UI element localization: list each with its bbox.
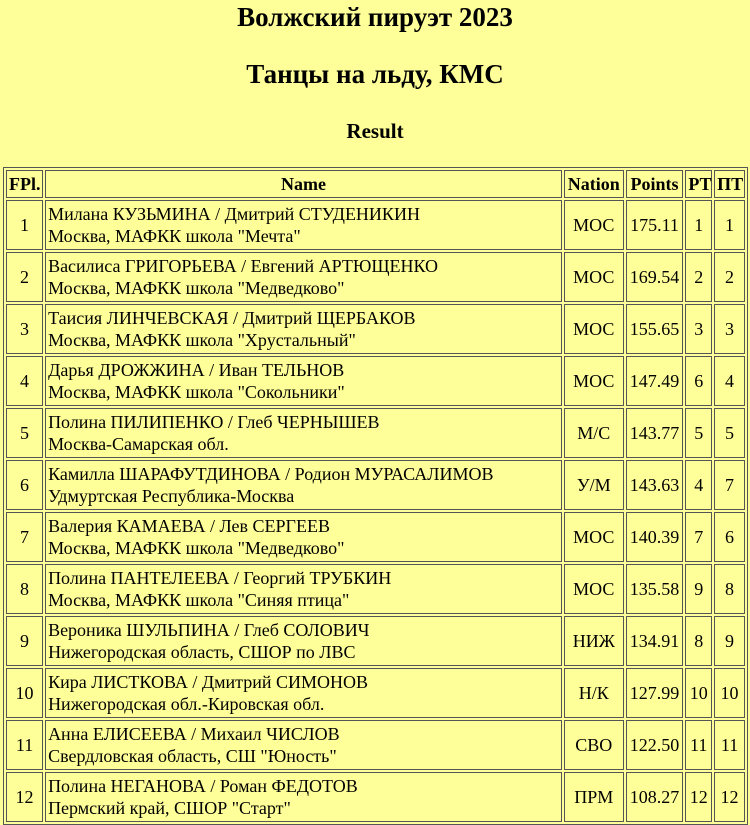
table-row xyxy=(6,200,745,250)
rt-cell: 5 xyxy=(685,408,712,458)
column-header-pt: ПТ xyxy=(714,170,745,198)
rt-cell: 11 xyxy=(685,720,712,770)
table-row xyxy=(6,564,745,614)
name-cell xyxy=(45,668,562,718)
nation-cell: У/М xyxy=(564,460,624,510)
event-title: Волжский пируэт 2023 xyxy=(237,2,513,32)
skaters-name: Полина НЕГАНОВА / Роман ФЕДОТОВ xyxy=(48,776,358,796)
results-table xyxy=(3,167,748,825)
points-cell: 108.27 xyxy=(626,772,684,822)
pt-cell: 3 xyxy=(714,304,745,354)
place-cell: 6 xyxy=(6,460,43,510)
club-name: Свердловская область, СШ "Юность" xyxy=(48,746,337,766)
club-name: Пермский край, СШОР "Старт" xyxy=(48,798,291,818)
table-row xyxy=(6,252,745,302)
points-cell: 143.77 xyxy=(626,408,684,458)
rt-cell: 9 xyxy=(685,564,712,614)
nation-cell: СВО xyxy=(564,720,624,770)
nation-cell: Н/К xyxy=(564,668,624,718)
category-title: Танцы на льду, КМС xyxy=(246,59,504,89)
skaters-name: Дарья ДРОЖЖИНА / Иван ТЕЛЬНОВ xyxy=(48,360,345,380)
nation-cell: МОС xyxy=(564,564,624,614)
name-cell xyxy=(45,200,562,250)
column-header-name: Name xyxy=(45,170,562,198)
table-row xyxy=(6,408,745,458)
place-cell: 1 xyxy=(6,200,43,250)
nation-cell: МОС xyxy=(564,200,624,250)
nation-cell: МОС xyxy=(564,356,624,406)
club-name: Москва, МАФКК школа "Синяя птица" xyxy=(48,590,350,610)
skaters-name: Василиса ГРИГОРЬЕВА / Евгений АРТЮЩЕНКО xyxy=(48,256,439,276)
pt-cell: 12 xyxy=(714,772,745,822)
table-row xyxy=(6,460,745,510)
club-name: Москва, МАФКК школа "Медведково" xyxy=(48,538,345,558)
points-cell: 155.65 xyxy=(626,304,684,354)
place-cell: 7 xyxy=(6,512,43,562)
table-row xyxy=(6,720,745,770)
club-name: Москва, МАФКК школа "Мечта" xyxy=(48,226,301,246)
points-cell: 175.11 xyxy=(626,200,684,250)
skaters-name: Вероника ШУЛЬПИНА / Глеб СОЛОВИЧ xyxy=(48,620,370,640)
name-cell xyxy=(45,252,562,302)
name-cell xyxy=(45,564,562,614)
club-name: Москва-Самарская обл. xyxy=(48,434,229,454)
pt-cell: 10 xyxy=(714,668,745,718)
table-row xyxy=(6,512,745,562)
points-cell: 147.49 xyxy=(626,356,684,406)
place-cell: 10 xyxy=(6,668,43,718)
club-name: Нижегородская обл.-Кировская обл. xyxy=(48,694,325,714)
skaters-name: Кира ЛИСТКОВА / Дмитрий СИМОНОВ xyxy=(48,672,368,692)
pt-cell: 4 xyxy=(714,356,745,406)
pt-cell: 5 xyxy=(714,408,745,458)
skaters-name: Анна ЕЛИСЕЕВА / Михаил ЧИСЛОВ xyxy=(48,724,340,744)
rt-cell: 2 xyxy=(685,252,712,302)
points-cell: 169.54 xyxy=(626,252,684,302)
name-cell xyxy=(45,772,562,822)
points-cell: 140.39 xyxy=(626,512,684,562)
points-cell: 143.63 xyxy=(626,460,684,510)
nation-cell: М/С xyxy=(564,408,624,458)
points-cell: 127.99 xyxy=(626,668,684,718)
rt-cell: 3 xyxy=(685,304,712,354)
rt-cell: 12 xyxy=(685,772,712,822)
table-row xyxy=(6,356,745,406)
skaters-name: Валерия КАМАЕВА / Лев СЕРГЕЕВ xyxy=(48,516,330,536)
name-cell xyxy=(45,408,562,458)
nation-cell: МОС xyxy=(564,512,624,562)
pt-cell: 11 xyxy=(714,720,745,770)
skaters-name: Полина ПАНТЕЛЕЕВА / Георгий ТРУБКИН xyxy=(48,568,392,588)
points-cell: 135.58 xyxy=(626,564,684,614)
rt-cell: 6 xyxy=(685,356,712,406)
rt-cell: 4 xyxy=(685,460,712,510)
pt-cell: 7 xyxy=(714,460,745,510)
points-cell: 122.50 xyxy=(626,720,684,770)
table-row xyxy=(6,668,745,718)
column-header-points: Points xyxy=(626,170,684,198)
place-cell: 9 xyxy=(6,616,43,666)
name-cell xyxy=(45,356,562,406)
place-cell: 3 xyxy=(6,304,43,354)
name-cell xyxy=(45,512,562,562)
nation-cell: МОС xyxy=(564,252,624,302)
name-cell xyxy=(45,304,562,354)
club-name: Удмуртская Республика-Москва xyxy=(48,486,295,506)
place-cell: 4 xyxy=(6,356,43,406)
rt-cell: 8 xyxy=(685,616,712,666)
skaters-name: Милана КУЗЬМИНА / Дмитрий СТУДЕНИКИН xyxy=(48,204,420,224)
club-name: Москва, МАФКК школа "Медведково" xyxy=(48,278,345,298)
pt-cell: 8 xyxy=(714,564,745,614)
pt-cell: 1 xyxy=(714,200,745,250)
club-name: Москва, МАФКК школа "Хрустальный" xyxy=(48,330,356,350)
place-cell: 5 xyxy=(6,408,43,458)
place-cell: 2 xyxy=(6,252,43,302)
table-row xyxy=(6,616,745,666)
club-name: Москва, МАФКК школа "Сокольники" xyxy=(48,382,345,402)
nation-cell: МОС xyxy=(564,304,624,354)
rt-cell: 1 xyxy=(685,200,712,250)
rt-cell: 7 xyxy=(685,512,712,562)
name-cell xyxy=(45,720,562,770)
pt-cell: 6 xyxy=(714,512,745,562)
nation-cell: НИЖ xyxy=(564,616,624,666)
result-heading: Result xyxy=(346,119,404,143)
column-header-rt: РТ xyxy=(685,170,712,198)
skaters-name: Полина ПИЛИПЕНКО / Глеб ЧЕРНЫШЕВ xyxy=(48,412,380,432)
column-header-fpl: FPl. xyxy=(6,170,43,198)
table-header-row xyxy=(6,170,745,198)
pt-cell: 9 xyxy=(714,616,745,666)
pt-cell: 2 xyxy=(714,252,745,302)
rt-cell: 10 xyxy=(685,668,712,718)
table-row xyxy=(6,304,745,354)
points-cell: 134.91 xyxy=(626,616,684,666)
place-cell: 12 xyxy=(6,772,43,822)
results-body xyxy=(6,200,745,822)
column-header-nation: Nation xyxy=(564,170,624,198)
name-cell xyxy=(45,460,562,510)
name-cell xyxy=(45,616,562,666)
skaters-name: Таисия ЛИНЧЕВСКАЯ / Дмитрий ЩЕРБАКОВ xyxy=(48,308,416,328)
club-name: Нижегородская область, СШОР по ЛВС xyxy=(48,642,356,662)
place-cell: 8 xyxy=(6,564,43,614)
nation-cell: ПРМ xyxy=(564,772,624,822)
table-row xyxy=(6,772,745,822)
skaters-name: Камилла ШАРАФУТДИНОВА / Родион МУРАСАЛИМОВ xyxy=(48,464,494,484)
place-cell: 11 xyxy=(6,720,43,770)
